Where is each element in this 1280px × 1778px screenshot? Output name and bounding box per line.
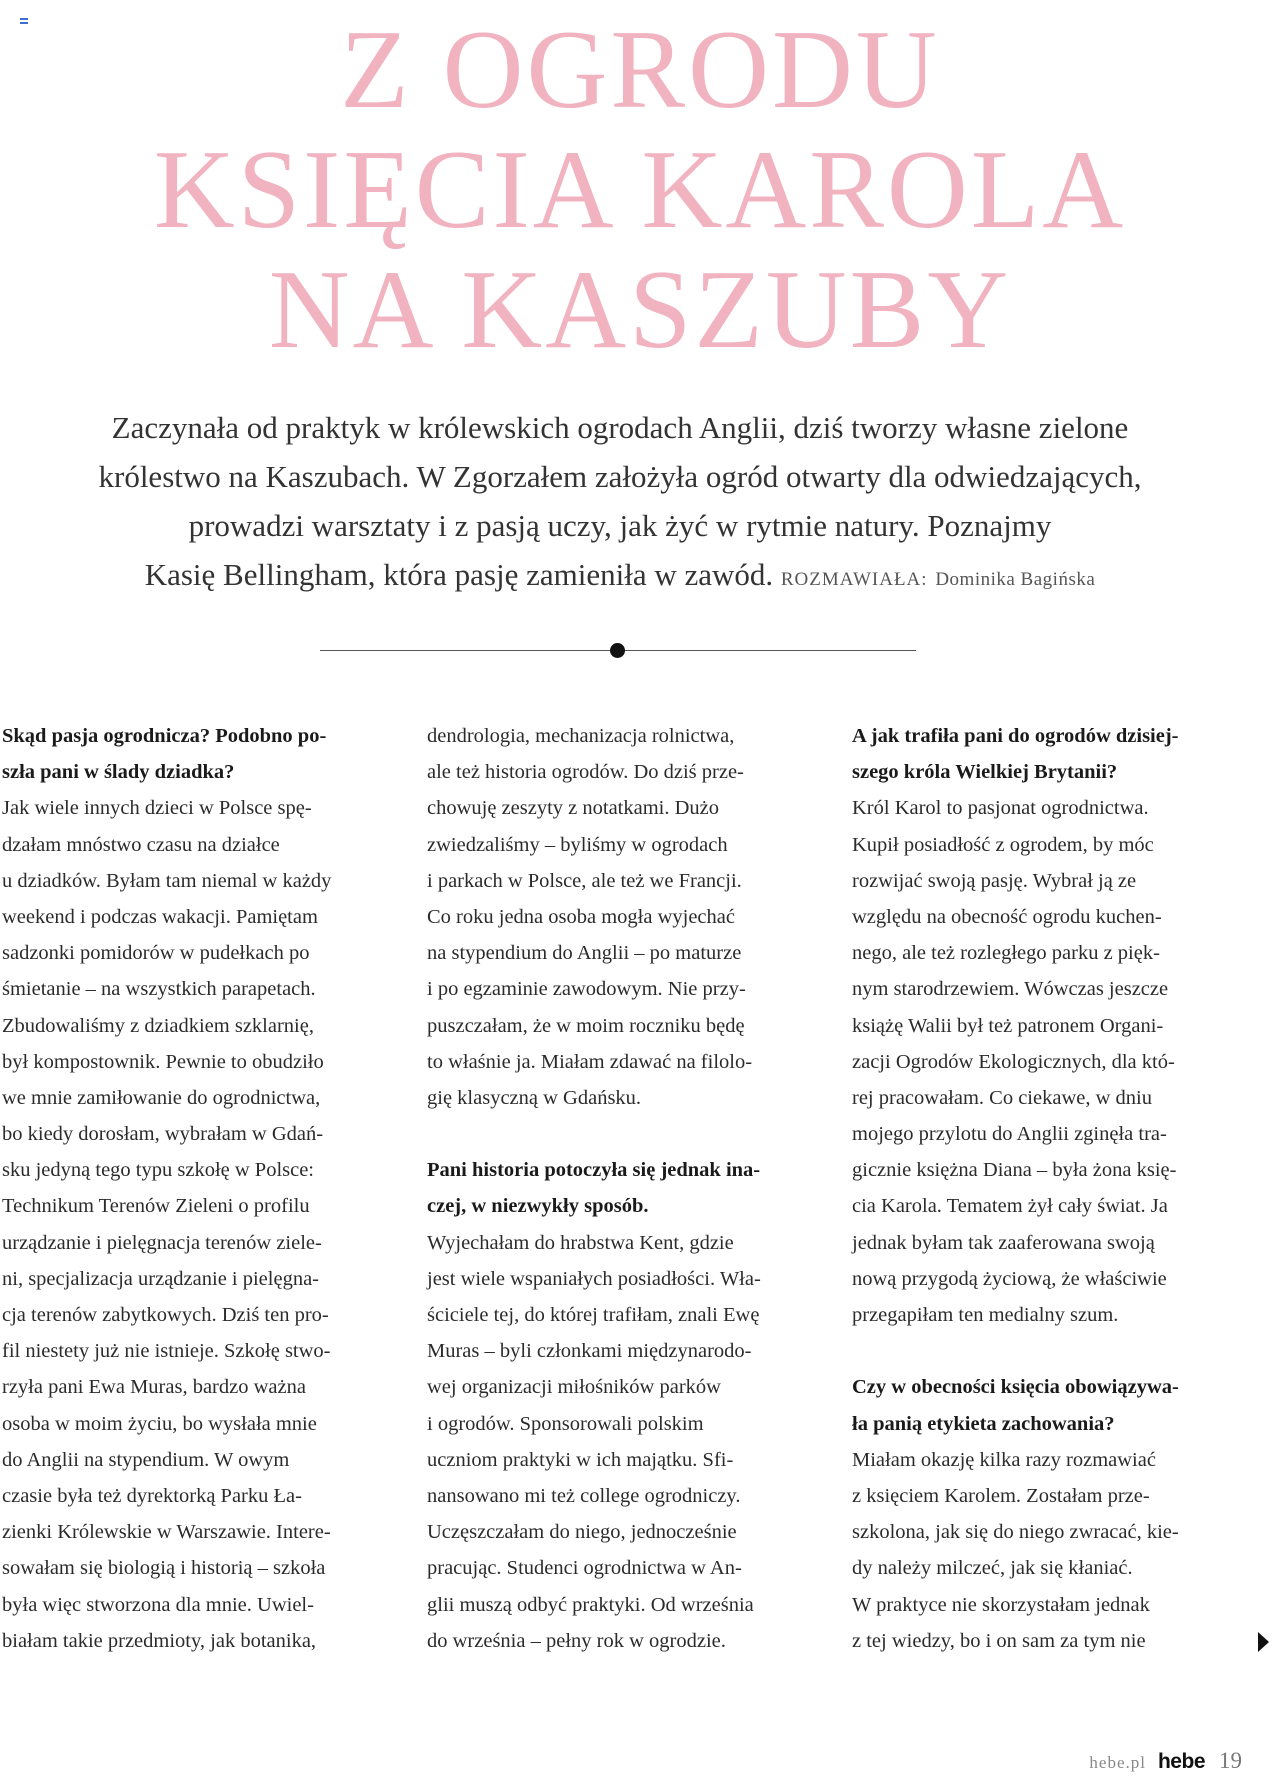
lead-line-2: królestwo na Kaszubach. W Zgorzałem założyła ogród otwarty dla odwiedzających,: [98, 459, 1142, 494]
answer-line: fil niestety już nie istnieje. Szkołę stwo-: [2, 1340, 331, 1363]
question-line: czej, w niezwykły sposób.: [427, 1195, 649, 1218]
answer-line: gię klasyczną w Gdańsku.: [427, 1086, 642, 1109]
footer-site: hebe.pl: [1089, 1753, 1146, 1772]
page-footer: [1089, 1748, 1242, 1774]
lead-line-4-text: Kasię Bellingham, która pasję zamieniła w zawód.: [144, 557, 774, 592]
answer-line: nową przygodą życiową, że właściwie: [852, 1267, 1167, 1290]
lead-line-3: prowadzi warsztaty i z pasją uczy, jak żyć w rytmie natury. Poznajmy: [188, 508, 1052, 543]
answer-line: zienki Królewskie w Warszawie. Intere-: [2, 1521, 331, 1544]
paragraph-gap: [427, 1116, 812, 1152]
divider-dot: [610, 643, 625, 658]
answer-line: ściciele tej, do której trafiłam, znali Ewę: [427, 1304, 760, 1326]
answer-line: dendrologia, mechanizacja rolnictwa,: [427, 725, 735, 747]
answer-line: jednak byłam tak zaaferowana swoją: [852, 1231, 1155, 1254]
answer-line: przegapiłam ten medialny szum.: [852, 1304, 1119, 1326]
page-number: 19: [1219, 1748, 1242, 1773]
byline-label: ROZMAWIAŁA:: [780, 569, 928, 590]
answer-line: we mnie zamiłowanie do ogrodnictwa,: [2, 1086, 321, 1109]
lead-line-4: [40, 550, 1200, 604]
article-lead: [40, 403, 1200, 604]
answer-line: i ogrodów. Sponsorowali polskim: [427, 1412, 704, 1435]
answer-line: Co roku jedna osoba mogła wyjechać: [427, 905, 735, 928]
question-line: Pani historia potoczyła się jednak ina-: [427, 1159, 761, 1182]
answer-line: Król Karol to pasjonat ogrodnictwa.: [852, 797, 1149, 820]
answer-line: książę Walii był też patronem Organi-: [852, 1014, 1164, 1037]
title-line-1: Z OGRODU: [340, 8, 940, 132]
title-line-3: NA KASZUBY: [268, 248, 1012, 372]
answer-line: względu na obecność ogrodu kuchen-: [852, 905, 1162, 928]
answer-line: Uczęszczałam do niego, jednocześnie: [427, 1521, 737, 1544]
answer-line: pracując. Studenci ogrodnictwa w An-: [427, 1557, 742, 1580]
answer-line: białam takie przedmioty, jak botanika,: [2, 1629, 317, 1652]
answer-line: do Anglii na stypendium. W owym: [2, 1448, 290, 1471]
answer-line: rozwijać swoją pasję. Wybrał ją ze: [852, 869, 1137, 892]
question-line: ła panią etykieta zachowania?: [852, 1412, 1115, 1435]
answer-line: u dziadków. Byłam tam niemal w każdy: [2, 869, 332, 892]
answer-line: jest wiele wspaniałych posiadłości. Wła-: [427, 1267, 761, 1290]
answer-line: zwiedzaliśmy – byliśmy w ogrodach: [427, 833, 728, 856]
answer-line: rej pracowałam. Co ciekawe, w dniu: [852, 1086, 1152, 1109]
article-column-2: [427, 718, 812, 1659]
footer-brand-logo: hebe: [1157, 1750, 1205, 1773]
article-column-1: [2, 718, 382, 1659]
question-line: Czy w obecności księcia obowiązywa-: [852, 1376, 1179, 1399]
answer-line: był kompostownik. Pewnie to obudziło: [2, 1050, 324, 1073]
answer-line: urządzanie i pielęgnacja terenów ziele-: [2, 1231, 322, 1254]
answer-line: puszczałam, że w moim roczniku będę: [427, 1014, 745, 1037]
question-line: szego króla Wielkiej Brytanii?: [852, 761, 1118, 784]
answer-line: śmietanie – na wszystkich parapetach.: [2, 978, 316, 1001]
question-line: szła pani w ślady dziadka?: [2, 761, 235, 784]
answer-line: ale też historia ogrodów. Do dziś prze-: [427, 761, 744, 784]
answer-line: Jak wiele innych dzieci w Polsce spę-: [2, 797, 312, 820]
answer-line: była więc stworzona dla mnie. Uwiel-: [2, 1593, 314, 1616]
answer-line: glii muszą odbyć praktyki. Od września: [427, 1593, 754, 1616]
answer-line: Muras – byli członkami międzynarodo-: [427, 1340, 752, 1363]
answer-line: szkolona, jak się do niego zwracać, kie-: [852, 1521, 1179, 1544]
byline-author: Dominika Bagińska: [935, 569, 1096, 590]
article-title: [0, 10, 1280, 370]
answer-line: sku jedyną tego typu szkołę w Polsce:: [2, 1159, 315, 1182]
answer-line: to właśnie ja. Miałam zdawać na filolo-: [427, 1050, 753, 1073]
answer-line: chowuję zeszyty z notatkami. Dużo: [427, 797, 720, 820]
question-line: Skąd pasja ogrodnicza? Podobno po-: [2, 725, 327, 747]
paragraph-gap: [852, 1333, 1237, 1369]
answer-line: Kupił posiadłość z ogrodem, by móc: [852, 833, 1154, 856]
answer-line: wej organizacji miłośników parków: [427, 1376, 721, 1399]
answer-line: i parkach w Polsce, ale też we Francji.: [427, 869, 742, 892]
title-line-2: KSIĘCIA KAROLA: [153, 128, 1127, 252]
answer-line: i po egzaminie zawodowym. Nie przy-: [427, 978, 746, 1001]
article-column-3: [852, 718, 1237, 1659]
answer-line: uczniom praktyki w ich majątku. Sfi-: [427, 1448, 734, 1471]
answer-line: cja terenów zabytkowych. Dziś ten pro-: [2, 1304, 329, 1326]
answer-line: na stypendium do Anglii – po maturze: [427, 942, 742, 965]
question-line: A jak trafiła pani do ogrodów dzisiej-: [852, 725, 1179, 747]
answer-line: dy należy milczeć, jak się kłaniać.: [852, 1557, 1133, 1580]
answer-line: weekend i podczas wakacji. Pamiętam: [2, 905, 318, 928]
answer-line: do września – pełny rok w ogrodzie.: [427, 1629, 726, 1652]
answer-line: nym starodrzewiem. Wówczas jeszcze: [852, 978, 1169, 1001]
answer-line: cia Karola. Tematem żył cały świat. Ja: [852, 1195, 1168, 1218]
answer-line: W praktyce nie skorzystałam jednak: [852, 1593, 1150, 1616]
answer-line: gicznie księżna Diana – była żona księ-: [852, 1159, 1177, 1182]
next-page-arrow-icon[interactable]: [1258, 1632, 1269, 1652]
lead-line-1: Zaczynała od praktyk w królewskich ogrodach Anglii, dziś tworzy własne zielone: [111, 410, 1129, 445]
answer-line: Zbudowaliśmy z dziadkiem szklarnię,: [2, 1014, 314, 1037]
answer-line: osoba w moim życiu, bo wysłała mnie: [2, 1412, 317, 1435]
answer-line: nansowano mi też college ogrodniczy.: [427, 1484, 741, 1507]
answer-line: z księciem Karolem. Zostałam prze-: [852, 1484, 1150, 1507]
answer-line: bo kiedy dorosłam, wybrałam w Gdań-: [2, 1123, 324, 1146]
answer-line: nego, ale też rozległego parku z pięk-: [852, 942, 1160, 965]
answer-line: rzyła pani Ewa Muras, bardzo ważna: [2, 1376, 306, 1399]
answer-line: sadzonki pomidorów w pudełkach po: [2, 942, 310, 965]
answer-line: mojego przylotu do Anglii zginęła tra-: [852, 1123, 1167, 1146]
answer-line: Wyjechałam do hrabstwa Kent, gdzie: [427, 1231, 734, 1254]
answer-line: zacji Ogrodów Ekologicznych, dla któ-: [852, 1050, 1175, 1073]
answer-line: czasie była też dyrektorką Parku Ła-: [2, 1484, 302, 1507]
answer-line: sowałam się biologią i historią – szkoła: [2, 1557, 326, 1580]
answer-line: ni, specjalizacja urządzanie i pielęgna-: [2, 1267, 319, 1290]
answer-line: z tej wiedzy, bo i on sam za tym nie: [852, 1629, 1146, 1652]
answer-line: Miałam okazję kilka razy rozmawiać: [852, 1448, 1156, 1471]
answer-line: dzałam mnóstwo czasu na działce: [2, 833, 280, 856]
answer-line: Technikum Terenów Zieleni o profilu: [2, 1195, 310, 1218]
